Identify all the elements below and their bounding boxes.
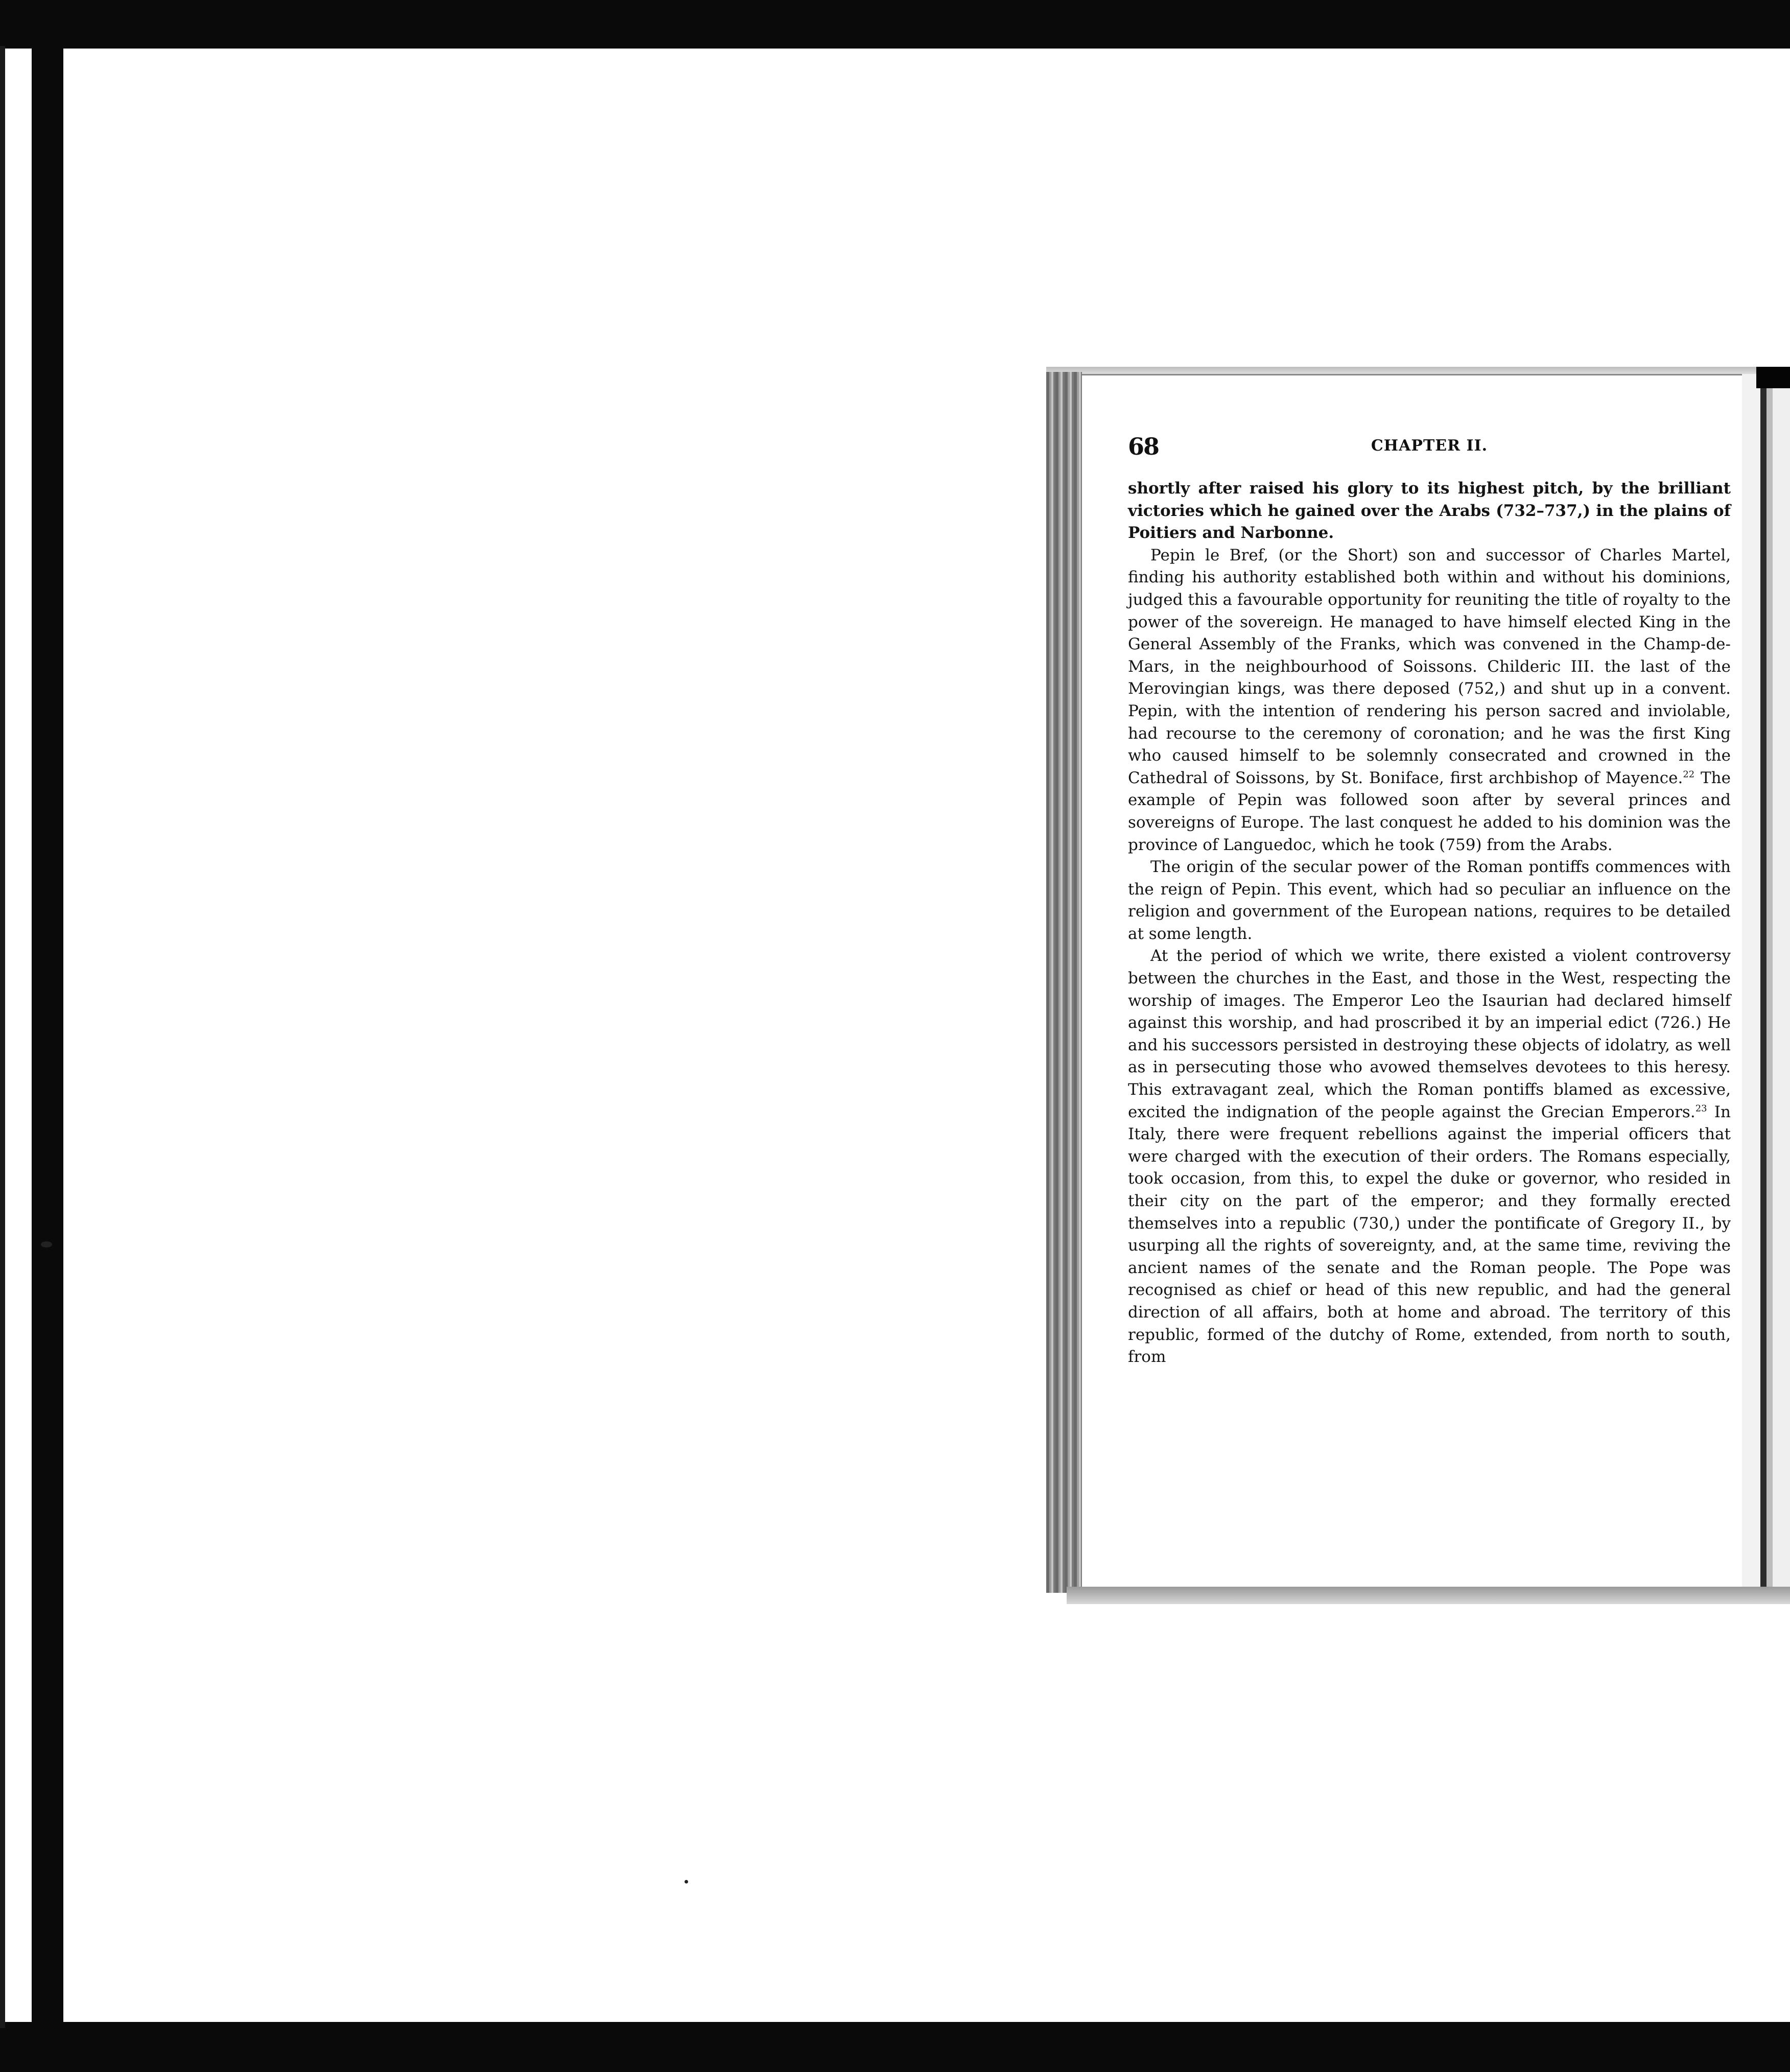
dust-speck <box>41 1241 52 1247</box>
paragraph-text: shortly after raised his glory to its highest pitch, by the brilliant victories which he gained over the Arabs (732–737,) in the plains of Poitiers and Narbonne. <box>1128 479 1731 543</box>
paragraph-text: At the period of which we write, there existed a violent controversy between the churches in the East, and those in the West, respecting the worship of images. The Emperor Leo the Isaurian had declared himself against this worship, and had proscribed it by an imperial edict (726.) He and his successors persisted in destroying these objects of idolatry, as well as in persecuting those who avowed themselves devotees to this heresy. This extravagant zeal, which the Roman pontiffs blamed as excessive, excited the indignation of the people against the Grecian Emperors. <box>1128 947 1731 1121</box>
film-border-bottom <box>0 2022 1790 2072</box>
book-page-edges <box>1046 372 1082 1593</box>
paragraph-text: The example of Pepin was followed soon after by several princes and sovereigns of Europe. The last conquest he added to his dominion was the province of Languedoc, which he took (759) from the Arabs. <box>1128 768 1731 854</box>
printed-page <box>1082 374 1772 1589</box>
paragraph <box>1128 945 1731 1368</box>
paragraph-text: Pepin le Bref, (or the Short) son and successor of Charles Martel, finding his authority established both within and without his dominions, judged this a favourable opportunity for reuniting the title of royalty to the power of the sovereign. He managed to have himself elected King in the General Assembly of the Franks, which was convened in the Champ-de-Mars, in the neighbourhood of Soissons. Childeric III. the last of the Merovingian kings, was there deposed (752,) and shut up in a convent. Pepin, with the intention of rendering his person sacred and inviolable, had recourse to the ceremony of coronation; and he was the first King who caused himself to be solemnly consecrated and crowned in the Cathedral of Soissons, by St. Boniface, first archbishop of Mayence. <box>1128 546 1731 787</box>
film-corner <box>1756 367 1790 388</box>
film-border-top <box>0 0 1790 49</box>
page-number: 68 <box>1128 433 1159 460</box>
paragraph <box>1128 856 1731 945</box>
film-border-left-edge <box>0 46 5 2028</box>
paragraph <box>1128 478 1731 545</box>
book-page-area <box>1046 367 1790 1609</box>
facing-page-edge <box>1742 374 1790 1590</box>
paragraph-text: In Italy, there were frequent rebellions against the imperial officers that were charged with the execution of their orders. The Romans especially, took occasion, from this, to expel the duke or governor, who resided in their city on the part of the emperor; and they formally erected themselves into a republic (730,) under the pontificate of Gregory II., by usurping all the rights of sovereignty, and, at the same time, reviving the ancient names of the senate and the Roman people. The Pope was recognised as chief or head of this new republic, and had the general direction of all affairs, both at home and abroad. The territory of this republic, formed of the dutchy of Rome, extended, from north to south, from <box>1128 1102 1731 1367</box>
body-text <box>1128 478 1731 1369</box>
paragraph-text: The origin of the secular power of the Roman pontiffs commences with the reign of Pepin. This event, which had so peculiar an influence on the religion and government of the European nations, requires to be detailed at some length. <box>1128 858 1731 943</box>
dust-speck <box>685 1880 688 1883</box>
running-head <box>1128 433 1731 458</box>
chapter-heading: CHAPTER II. <box>1371 437 1488 455</box>
film-border-left <box>32 46 63 2028</box>
footnote-reference: 22 <box>1683 769 1695 780</box>
footnote-reference: 23 <box>1695 1103 1707 1114</box>
page-shadow-bottom <box>1067 1587 1790 1604</box>
paragraph <box>1128 545 1731 856</box>
